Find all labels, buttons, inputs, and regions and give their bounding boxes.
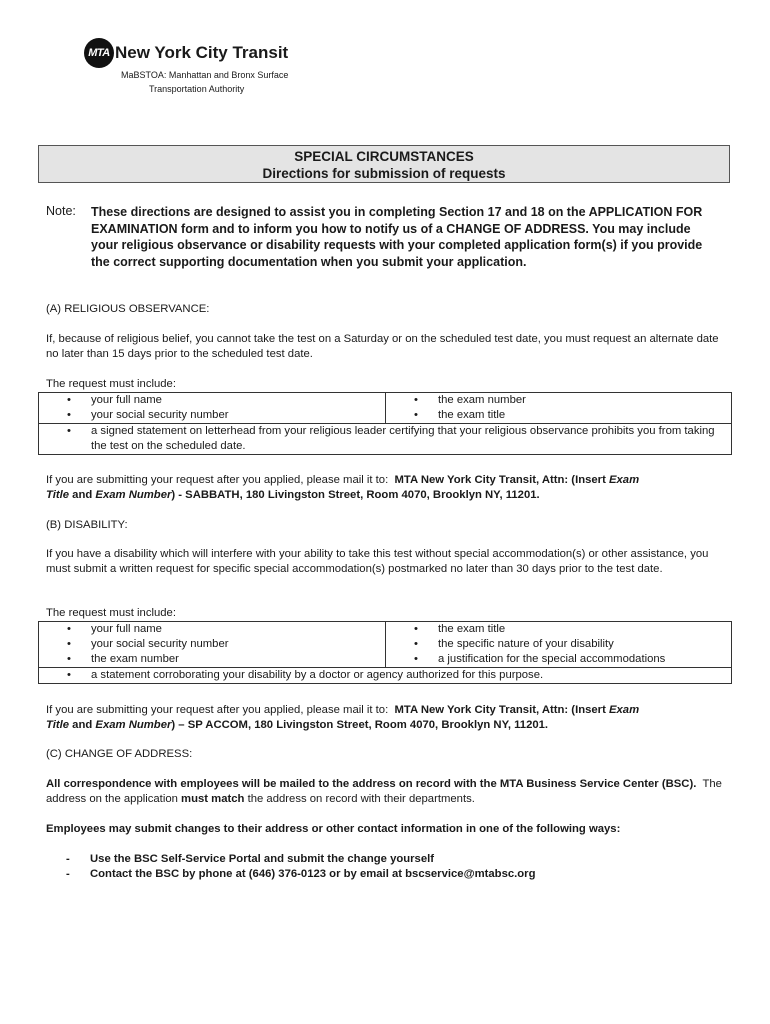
- list-item: • the exam title: [438, 408, 731, 423]
- address-paragraph: All correspondence with employees will be mailed to the address on record with the MTA Business Service Center (BSC). The address on the application must match the address on record with their departments.: [46, 778, 722, 805]
- list-item: • a signed statement on letterhead from your religious leader certifying that your religious observance prohibits you from taking the test on the scheduled date.: [91, 424, 731, 454]
- note-text: These directions are designed to assist you in completing Section 17 and 18 on the APPLICATION FOR EXAMINATION form and to inform you how to notify us of a CHANGE OF ADDRESS. You may include your religious observance or disability requests with your completed application form(s) if you provide the correct supporting documentation when you submit your application.: [91, 205, 703, 269]
- list-item: - Use the BSC Self-Service Portal and submit the change yourself: [66, 852, 535, 867]
- religious-left-cell: [39, 393, 386, 424]
- list-item: • your social security number: [91, 637, 385, 652]
- disability-right-cell: [386, 622, 732, 668]
- org-name: New York City Transit: [115, 43, 289, 62]
- list-item: • a justification for the special accommodations: [438, 652, 731, 667]
- list-item: • your social security number: [91, 408, 385, 423]
- disability-full-cell: [39, 668, 732, 684]
- disability-mail-instructions: If you are submitting your request after you applied, please mail it to: MTA New York City Transit, Attn: (Insert Exam Title and Exam Number) – SP ACCOM, 180 Livingston Street, Room 4070, Brooklyn NY, 11201.: [46, 704, 640, 731]
- disability-must-include: The request must include:: [46, 607, 176, 619]
- list-item: • your full name: [91, 393, 385, 408]
- list-item: • a statement corroborating your disability by a doctor or agency authorized for this purpose.: [91, 668, 731, 683]
- disability-requirements-table: [38, 621, 732, 684]
- address-ways-list: [66, 852, 535, 882]
- religious-must-include: The request must include:: [46, 378, 176, 390]
- address-heading: (C) CHANGE OF ADDRESS:: [46, 748, 193, 760]
- page-subtitle: Directions for submission of requests: [262, 166, 506, 181]
- disability-intro: If you have a disability which will interfere with your ability to take this test without special accommodation(s) or other assistance, you must submit a written request for specific special accommodation(s) postmarked no later than 30 days prior to the test date.: [46, 548, 709, 575]
- religious-requirements-table: [38, 392, 732, 455]
- religious-intro: If, because of religious belief, you cannot take the test on a Saturday or on the scheduled test date, you must request an alternate date no later than 15 days prior to the scheduled test date.: [46, 333, 719, 360]
- disability-left-cell: [39, 622, 386, 668]
- page-title: SPECIAL CIRCUMSTANCES: [294, 149, 474, 164]
- religious-full-cell: [39, 424, 732, 455]
- religious-right-cell: [386, 393, 732, 424]
- address-ways-intro: Employees may submit changes to their address or other contact information in one of the following ways:: [46, 823, 621, 835]
- list-item: • the exam number: [438, 393, 731, 408]
- list-item: • the specific nature of your disability: [438, 637, 731, 652]
- note-label: Note:: [46, 204, 76, 218]
- religious-heading: (A) RELIGIOUS OBSERVANCE:: [46, 303, 210, 315]
- list-item: - Contact the BSC by phone at (646) 376-0123 or by email at bscservice@mtabsc.org: [66, 867, 535, 882]
- list-item: • the exam number: [91, 652, 385, 667]
- disability-heading: (B) DISABILITY:: [46, 519, 128, 531]
- org-subtitle: MaBSTOA: Manhattan and Bronx Surface Transportation Authority: [121, 70, 289, 94]
- list-item: • the exam title: [438, 622, 731, 637]
- mta-logo: MTA: [84, 38, 114, 68]
- title-box: [38, 145, 730, 183]
- list-item: • your full name: [91, 622, 385, 637]
- religious-mail-instructions: If you are submitting your request after you applied, please mail it to: MTA New York City Transit, Attn: (Insert Exam Title and Exam Number) - SABBATH, 180 Livingston Street, Room 4070, Brooklyn NY, 11201.: [46, 474, 640, 501]
